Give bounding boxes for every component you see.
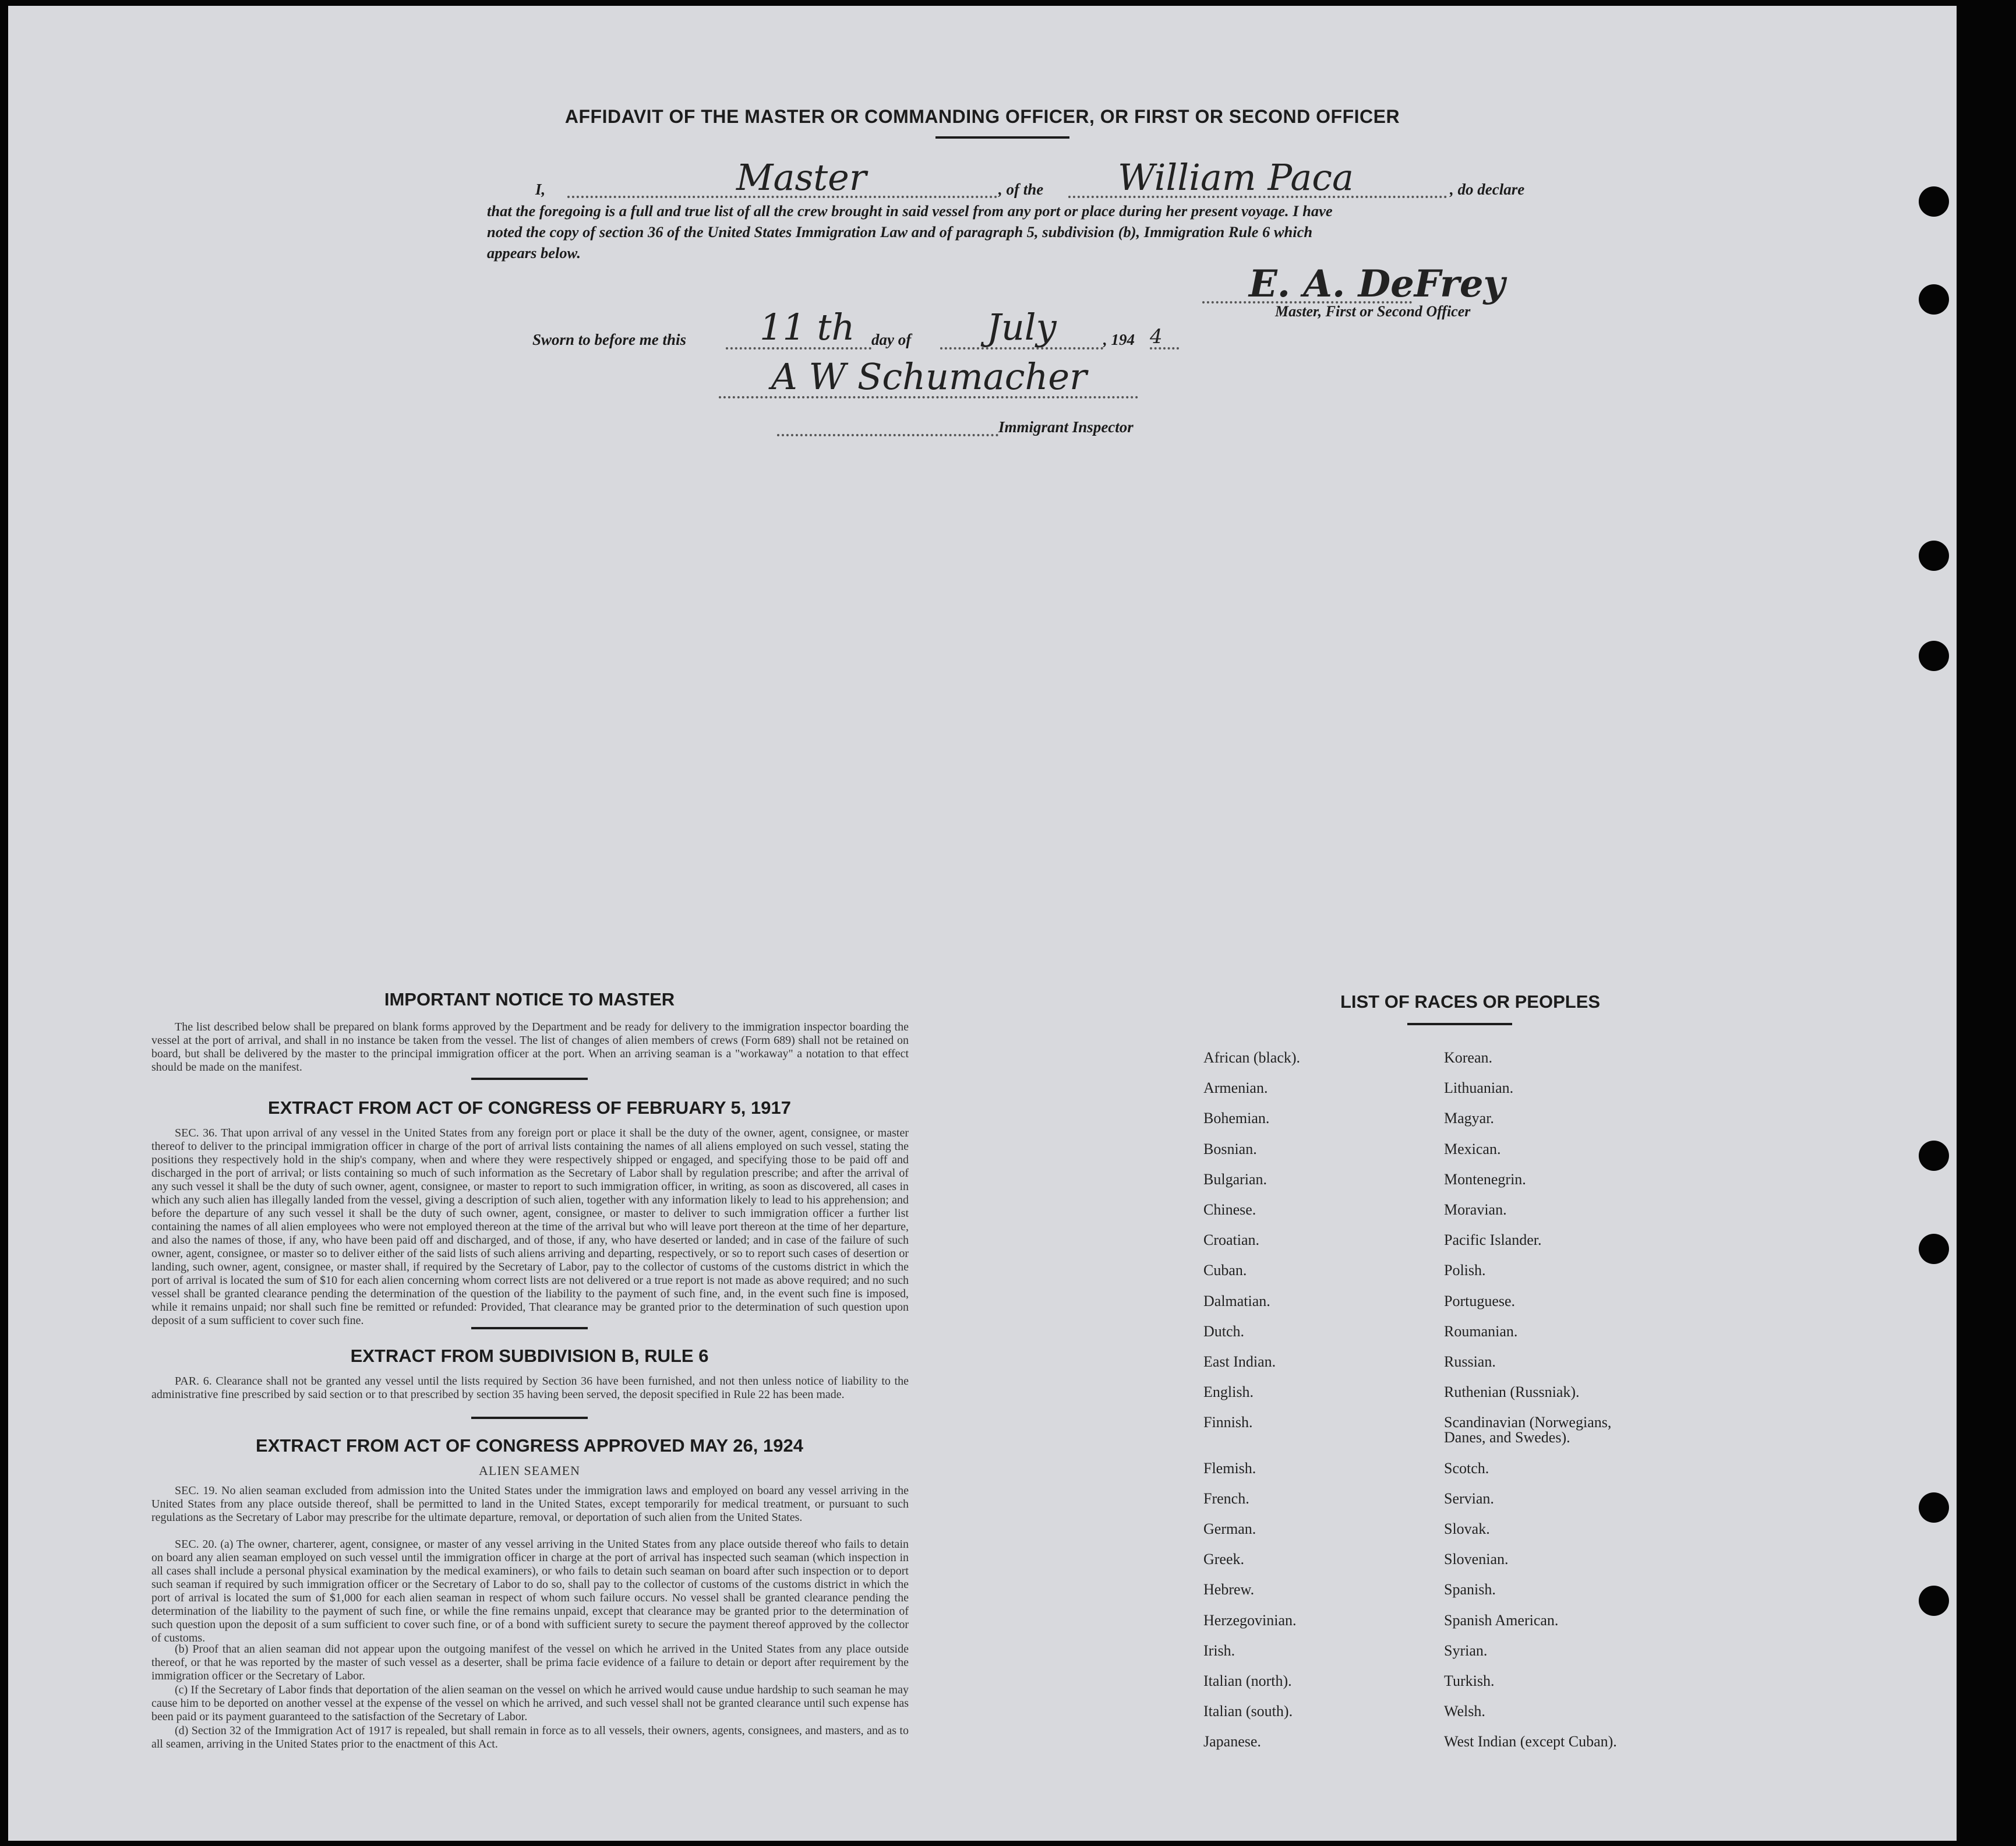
of-the-label: , of the bbox=[998, 181, 1044, 198]
affidavit-line4: appears below. bbox=[487, 244, 581, 262]
race-item: Armenian. bbox=[1203, 1079, 1268, 1097]
race-item: Russian. bbox=[1444, 1353, 1496, 1370]
race-item: Syrian. bbox=[1444, 1642, 1488, 1659]
punch-hole bbox=[1919, 1141, 1949, 1171]
section-divider bbox=[471, 1078, 588, 1080]
race-item: Dalmatian. bbox=[1203, 1292, 1270, 1310]
extract2-title: EXTRACT FROM SUBDIVISION B, RULE 6 bbox=[350, 1346, 709, 1366]
notice-title: IMPORTANT NOTICE TO MASTER bbox=[384, 989, 675, 1010]
document-page bbox=[8, 6, 1957, 1841]
extract2-body: PAR. 6. Clearance shall not be granted any vessel until the lists required by Section 36 have been furnished, and not then unless notice of liability to the administrative fine prescribed by said section or to that prescribed by section 35 having been served, the deposit specified in Rule 22 has been made. bbox=[151, 1375, 909, 1401]
race-item: West Indian (except Cuban). bbox=[1444, 1733, 1617, 1750]
extract3-sec20c: (c) If the Secretary of Labor finds that deportation of the alien seaman on the vessel on which he arrived would cause undue hardship to such seaman he may cause him to be deported on another vessel at the expense of the vessel on which he arrived, and such vessel shall not be granted clearance until such expense has been paid or its payment guaranteed to the satisfaction of the Secretary of Labor. bbox=[151, 1683, 909, 1723]
race-item: Roumanian. bbox=[1444, 1322, 1518, 1340]
sworn-prefix: Sworn to before me this bbox=[532, 331, 687, 348]
extract3-subtitle: ALIEN SEAMEN bbox=[479, 1463, 580, 1478]
section-divider bbox=[471, 1327, 588, 1329]
race-item: Finnish. bbox=[1203, 1414, 1253, 1431]
handwritten-day: 11 th bbox=[760, 306, 855, 348]
race-item: Flemish. bbox=[1203, 1459, 1256, 1477]
race-item: Pacific Islander. bbox=[1444, 1231, 1542, 1249]
punch-hole bbox=[1919, 1492, 1949, 1523]
affidavit-line2: that the foregoing is a full and true list of all the crew brought in said vessel from any port or place during her present voyage. I have bbox=[487, 202, 1333, 220]
affidavit-title: AFFIDAVIT OF THE MASTER OR COMMANDING OFFICER, OR FIRST OR SECOND OFFICER bbox=[564, 106, 1400, 127]
affidavit-statement bbox=[487, 200, 1541, 263]
handwritten-name: Master bbox=[736, 156, 867, 199]
punch-hole bbox=[1919, 1234, 1949, 1264]
affidavit-line1-prefix: I, bbox=[535, 181, 546, 198]
extract3-title: EXTRACT FROM ACT OF CONGRESS APPROVED MAY 26, 1924 bbox=[256, 1435, 803, 1456]
race-item: Irish. bbox=[1203, 1642, 1235, 1659]
races-divider bbox=[1407, 1023, 1512, 1025]
do-declare-label: , do declare bbox=[1450, 181, 1525, 198]
race-item: Spanish. bbox=[1444, 1581, 1496, 1598]
race-item: Lithuanian. bbox=[1444, 1079, 1514, 1097]
race-item: East Indian. bbox=[1203, 1353, 1276, 1370]
race-item: Greek. bbox=[1203, 1551, 1245, 1568]
extract3-sec20b: (b) Proof that an alien seaman did not appear upon the outgoing manifest of the vessel on which he arrived in the United States from any place outside thereof, or that he was reported by the master of such vessel as a deserter, shall be prima facie evidence of a failure to detain or deport after requirement by the immigration officer or the Secretary of Labor. bbox=[151, 1643, 909, 1682]
race-item: Hebrew. bbox=[1203, 1581, 1255, 1598]
notice-body: The list described below shall be prepared on blank forms approved by the Department and be ready for delivery to the immigration inspector boarding the vessel at the port of arrival, and shall in no instance be taken from the vessel. The list of changes of alien members of crews (Form 689) shall not be retained on board, but shall be delivered by the master to the principal immigration officer at the port. When an arriving seaman is a "workaway" a notation to that effect should be made on the manifest. bbox=[151, 1021, 909, 1074]
race-item: German. bbox=[1203, 1520, 1256, 1537]
handwritten-month: July bbox=[987, 306, 1057, 348]
race-item: Mexican. bbox=[1444, 1140, 1501, 1157]
extract1-body: SEC. 36. That upon arrival of any vessel in the United States from any foreign port or place it shall be the duty of the owner, agent, consignee, or master thereof to deliver to the principal immigration officer in charge of the port of arrival lists containing the names of all aliens employed on such vessel, stating the positions they respectively hold in the ship's company, when and where they were respectively shipped or engaged, and specifying those to be paid off and discharged in the port of arrival; or lists containing so much of such information as the Secretary of Labor shall by regulation prescribe; and after the arrival of any such vessel it shall be the duty of such owner, agent, consignee, or master to report to such immigration officer, in writing, as soon as discovered, all cases in which any such alien has illegally landed from the vessel, giving a description of such alien, together with any information likely to lead to his apprehension; and before the departure of any such vessel it shall be the duty of such owner, agent, consignee, or master to deliver to such immigration officer a further list containing the names of all alien employees who were not employed thereon at the time of the arrival but who will leave port thereon at the time of her departure, and also the names of those, if any, who have been paid off and discharged, and of those, if any, who have deserted or landed; and in case of the failure of such owner, agent, consignee, or master so to deliver either of the said lists of such aliens arriving and departing, respectively, or so to report such cases of desertion or landing, such owner, agent, consignee, or master shall, if required by the Secretary of Labor, pay to the collector of customs of the customs district in which the port of arrival is located the sum of $10 for each alien concerning whom correct lists are not delivered or a true report is not made as above required; and no such vessel shall be granted clearance pending the determination of the question of the liability to the payment of such fine, and, in the event such fine is imposed, while it remains unpaid; nor shall such fine be remitted or refunded: Provided, That clearance may be granted prior to the determination of such question upon deposit of a sum sufficient to cover such fine. bbox=[151, 1127, 909, 1327]
race-item: Ruthenian (Russniak). bbox=[1444, 1383, 1580, 1401]
race-item: Italian (north). bbox=[1203, 1672, 1292, 1689]
punch-hole bbox=[1919, 284, 1949, 315]
inspector-name-line bbox=[777, 434, 998, 436]
race-item: Montenegrin. bbox=[1444, 1170, 1526, 1188]
race-item: English. bbox=[1203, 1383, 1254, 1401]
race-item: Cuban. bbox=[1203, 1262, 1247, 1279]
race-item: Turkish. bbox=[1444, 1672, 1495, 1689]
race-item: Japanese. bbox=[1203, 1733, 1261, 1750]
handwritten-year-digit: 4 bbox=[1150, 325, 1163, 348]
master-signature: E. A. DeFrey bbox=[1249, 262, 1505, 306]
punch-hole bbox=[1919, 641, 1949, 671]
day-of-label: day of bbox=[871, 331, 912, 348]
race-item: Spanish American. bbox=[1444, 1611, 1559, 1629]
race-item: Italian (south). bbox=[1203, 1703, 1293, 1720]
race-item: Bulgarian. bbox=[1203, 1170, 1267, 1188]
extract3-sec20d: (d) Section 32 of the Immigration Act of 1917 is repealed, but shall remain in force as to all vessels, their owners, agents, consignees, and masters, and as to all seamen, arriving in the United States prior to the enactment of this Act. bbox=[151, 1724, 909, 1750]
race-item: Moravian. bbox=[1444, 1201, 1507, 1218]
master-caption: Master, First or Second Officer bbox=[1275, 303, 1471, 320]
extract1-title: EXTRACT FROM ACT OF CONGRESS OF FEBRUARY 5, 1917 bbox=[268, 1097, 791, 1118]
inspector-caption: Immigrant Inspector bbox=[998, 418, 1134, 436]
race-item: African (black). bbox=[1203, 1049, 1301, 1066]
extract3-sec20a: SEC. 20. (a) The owner, charterer, agent, consignee, or master of any vessel arriving in the United States from any place outside thereof who fails to detain on board any alien seaman employed on such vessel until the immigration officer in charge at the port of arrival has inspected such seaman (which inspection in all cases shall include a personal physical examination by the medical examiners), or who fails to detain such seaman on board after such inspection or to deport such seaman if required by such immigration officer or the Secretary of Labor to do so, shall pay to the collector of customs of the customs district in which the port of arrival is located the sum of $1,000 for each alien seaman in respect of whom such failure occurs. No vessel shall be granted clearance pending the determination of the liability to the payment of such fine, or while the fine remains unpaid, except that clearance may be granted prior to the determination of such question upon the deposit of a sum sufficient to cover such fine, or of a bond with sufficient surety to secure the payment thereof approved by the collector of customs. bbox=[151, 1538, 909, 1644]
inspector-signature-line bbox=[719, 396, 1138, 398]
race-item: Portuguese. bbox=[1444, 1292, 1516, 1310]
section-divider bbox=[471, 1417, 588, 1419]
race-item: French. bbox=[1203, 1489, 1249, 1507]
race-item: Herzegovinian. bbox=[1203, 1611, 1297, 1629]
race-item: Scotch. bbox=[1444, 1459, 1489, 1477]
race-item: Bohemian. bbox=[1203, 1110, 1270, 1127]
year-prefix: , 194 bbox=[1103, 331, 1135, 348]
race-item: Chinese. bbox=[1203, 1201, 1256, 1218]
race-item: Servian. bbox=[1444, 1489, 1494, 1507]
race-item: Slovak. bbox=[1444, 1520, 1490, 1537]
race-item: Welsh. bbox=[1444, 1703, 1485, 1720]
year-blank bbox=[1150, 347, 1179, 350]
inspector-signature: A W Schumacher bbox=[771, 355, 1087, 398]
title-divider bbox=[935, 136, 1069, 139]
race-item: Polish. bbox=[1444, 1262, 1486, 1279]
affidavit-line3: noted the copy of section 36 of the United States Immigration Law and of paragraph 5, subdivision (b), Immigration Rule 6 which bbox=[487, 223, 1313, 241]
race-item: Korean. bbox=[1444, 1049, 1493, 1066]
race-item: Slovenian. bbox=[1444, 1551, 1509, 1568]
punch-hole bbox=[1919, 541, 1949, 571]
race-item: Dutch. bbox=[1203, 1322, 1245, 1340]
race-item: Magyar. bbox=[1444, 1110, 1494, 1127]
handwritten-vessel: William Paca bbox=[1118, 156, 1354, 199]
extract3-sec19: SEC. 19. No alien seaman excluded from admission into the United States under the immigration laws and employed on board any vessel arriving in the United States from any place outside thereof, shall be permitted to land in the United States, except temporarily for medical treatment, or pursuant to such regulations as the Secretary of Labor may prescribe for the ultimate departure, removal, or deportation of such alien from the United States. bbox=[151, 1484, 909, 1524]
punch-hole bbox=[1919, 186, 1949, 217]
race-item: Scandinavian (Norwegians, Danes, and Swedes). bbox=[1444, 1414, 1612, 1446]
punch-hole bbox=[1919, 1586, 1949, 1616]
race-item: Bosnian. bbox=[1203, 1140, 1257, 1157]
race-item: Croatian. bbox=[1203, 1231, 1260, 1249]
races-title: LIST OF RACES OR PEOPLES bbox=[1340, 991, 1601, 1012]
